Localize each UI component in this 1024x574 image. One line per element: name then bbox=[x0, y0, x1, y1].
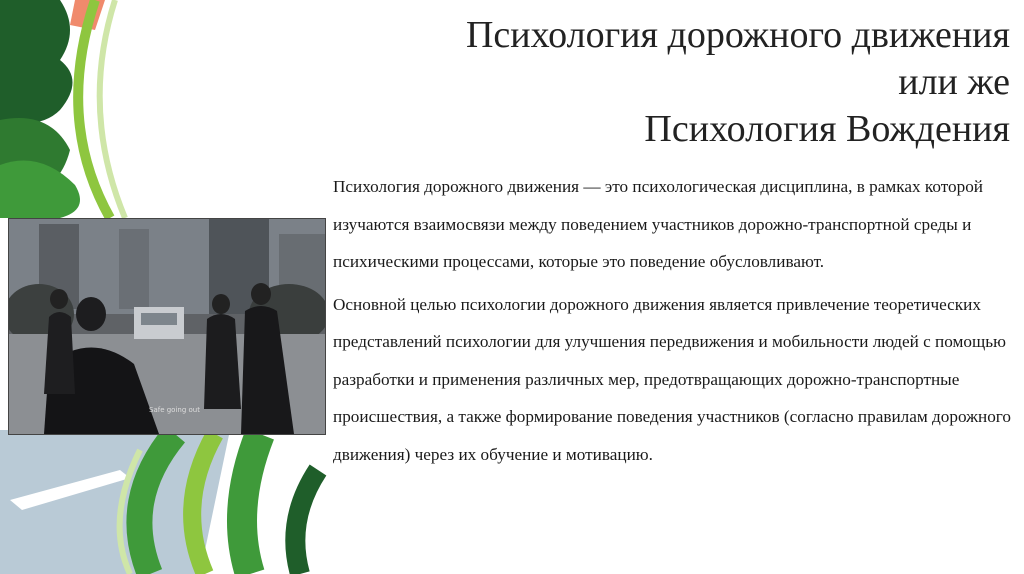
slide-title bbox=[370, 12, 1010, 153]
goal-paragraph: Основной целью психологии дорожного движения является привлечение теоретических представлений психологии для улучшения передвижения и мобильности людей с помощью разработки и применения различных мер, предотвращающих дорожно-транспортные происшествия, а также формирование поведения участников (согласно правилам дорожного движения) через их обучение и мотивацию. bbox=[333, 294, 1012, 464]
slide-body bbox=[333, 168, 1015, 478]
title-line: Психология Вождения bbox=[644, 108, 1010, 150]
title-line: или же bbox=[898, 61, 1010, 103]
street-scene-image bbox=[8, 218, 326, 435]
title-line: Психология дорожного движения bbox=[465, 14, 1010, 56]
photo-caption: Safe going out bbox=[149, 406, 200, 414]
definition-paragraph: Психология дорожного движения — это психологическая дисциплина, в рамках которой изучаются взаимосвязи между поведением участников дорожно-транспортной среды и психическими процессами, которые это поведение обусловливают. bbox=[333, 177, 983, 271]
